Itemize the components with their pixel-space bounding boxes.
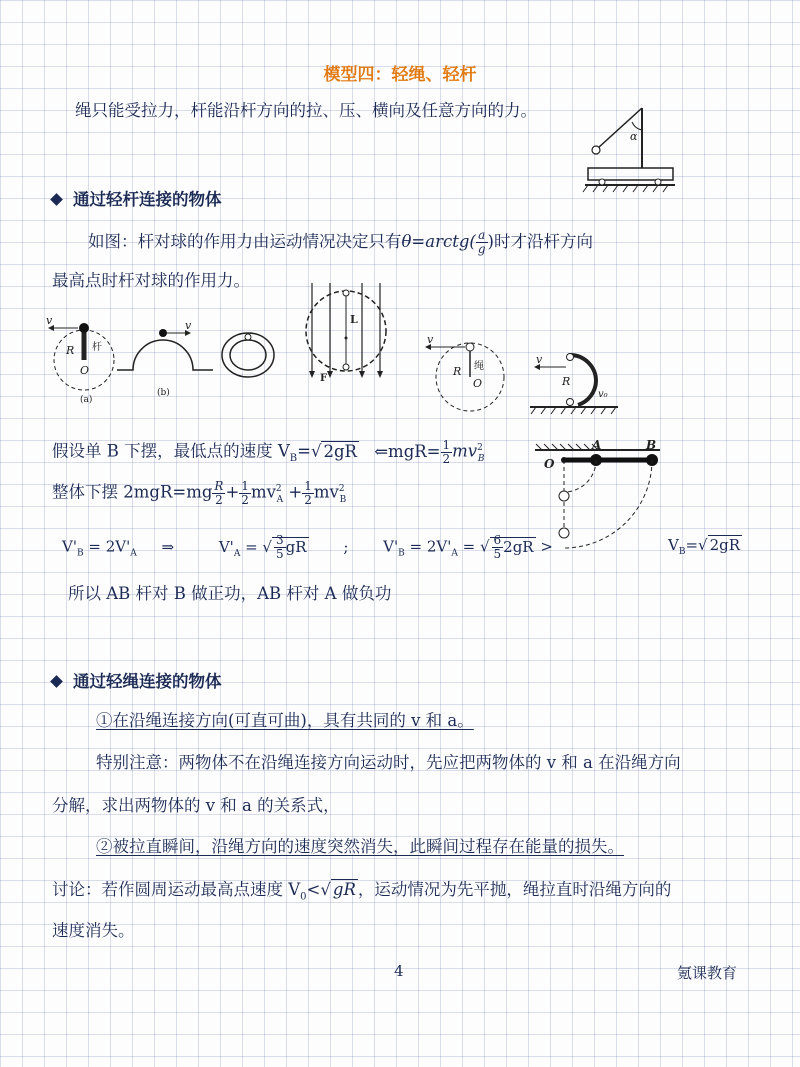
theta-expr: θ=arctg( bbox=[401, 232, 476, 251]
brand-label: 氪课教育 bbox=[677, 964, 738, 982]
section2-heading-text: 通过轻绳连接的物体 bbox=[73, 672, 222, 691]
vb-compare: $V_B=√$ 2gR bbox=[668, 536, 741, 557]
section1-line1 bbox=[88, 229, 593, 256]
velocity-equation-line: $V'_B = 2V'_A$ ⇒ $V'_A$ = √ $\frac{3}{5}$ gR ; $V'_B = 2V'_A$ = √ $\frac{6}{5}$ 2gR > bbox=[62, 533, 553, 561]
page-number: 4 bbox=[394, 962, 404, 980]
svg-text:A: A bbox=[592, 438, 602, 452]
discussion-line1: 讨论：若作圆周运动最高点速度 $V_0<√$ gR ，运动情况为先平抛，绳拉直时沿绳方向的 bbox=[52, 880, 672, 903]
fig-field bbox=[300, 283, 395, 383]
fig-arc-track bbox=[530, 345, 620, 420]
svg-text:R: R bbox=[562, 375, 571, 388]
rope-item2: ②被拉直瞬间，沿绳方向的速度突然消失，此瞬间过程存在能量的损失。 bbox=[96, 837, 624, 856]
svg-text:O: O bbox=[80, 364, 90, 377]
svg-text:v: v bbox=[536, 353, 543, 366]
rope-item1: ①在沿绳连接方向(可直可曲)，具有共同的 v 和 a。 bbox=[96, 711, 474, 730]
alpha-label: α bbox=[630, 130, 638, 143]
svg-text:v: v bbox=[46, 314, 53, 327]
svg-text:O: O bbox=[473, 377, 483, 390]
fig-rope-circle bbox=[415, 335, 515, 415]
whole-swing-line: 整体下摆 2mgR=mg $\frac{R}{2}$ + $\frac{1}{2}$ $mv^2_A$ + $\frac{1}{2}$ $mv^2_B$ bbox=[52, 478, 347, 507]
line1-text-a: 如图：杆对球的作用力由运动情况决定只有 bbox=[88, 232, 402, 251]
assume-line: 假设单 B 下摆，最低点的速度 $V_B=√$ 2gR ⇐mgR= $\frac{1}{2}$ $mv^2_B$ bbox=[52, 437, 485, 466]
section1-heading bbox=[52, 186, 222, 210]
fig-ring bbox=[218, 325, 278, 385]
conclusion-text: 所以 AB 杆对 B 做正功，AB 杆对 A 做负功 bbox=[68, 584, 392, 603]
fig-arch bbox=[115, 320, 215, 400]
diamond-bullet-icon bbox=[50, 675, 63, 688]
svg-text:F: F bbox=[320, 373, 328, 383]
svg-text:O: O bbox=[544, 457, 555, 471]
svg-text:v₀: v₀ bbox=[598, 389, 608, 400]
svg-text:(a): (a) bbox=[80, 395, 93, 405]
svg-text:(b): (b) bbox=[157, 388, 170, 398]
svg-text:L: L bbox=[350, 313, 358, 326]
discussion-line2: 速度消失。 bbox=[52, 921, 135, 940]
svg-text:杆: 杆 bbox=[92, 342, 102, 353]
svg-text:R: R bbox=[453, 365, 462, 378]
svg-text:B: B bbox=[646, 438, 657, 452]
section2-heading bbox=[52, 668, 222, 692]
intro-text: 绳只能受拉力，杆能沿杆方向的拉、压、横向及任意方向的力。 bbox=[75, 101, 537, 120]
section1-line2: 最高点时杆对球的作用力。 bbox=[52, 271, 250, 290]
svg-text:v: v bbox=[185, 320, 192, 332]
page-title: 模型四：轻绳、轻杆 bbox=[323, 65, 477, 85]
section1-heading-text: 通过轻杆连接的物体 bbox=[73, 190, 222, 209]
diamond-bullet-icon bbox=[50, 193, 63, 206]
cart-rod-figure bbox=[580, 100, 680, 200]
rope-note-line2: 分解，求出两物体的 v 和 a 的关系式， bbox=[52, 796, 340, 815]
svg-text:绳: 绳 bbox=[474, 361, 484, 372]
rope-note-line1: 特别注意：两物体不在沿绳连接方向运动时，先应把两物体的 v 和 a 在沿绳方向 bbox=[96, 753, 681, 772]
svg-text:v: v bbox=[427, 335, 434, 346]
line1-text-b: )时才沿杆方向 bbox=[487, 232, 593, 251]
svg-text:R: R bbox=[66, 344, 75, 357]
a-over-g-fraction: $\frac{a}{g}$ bbox=[477, 228, 486, 256]
